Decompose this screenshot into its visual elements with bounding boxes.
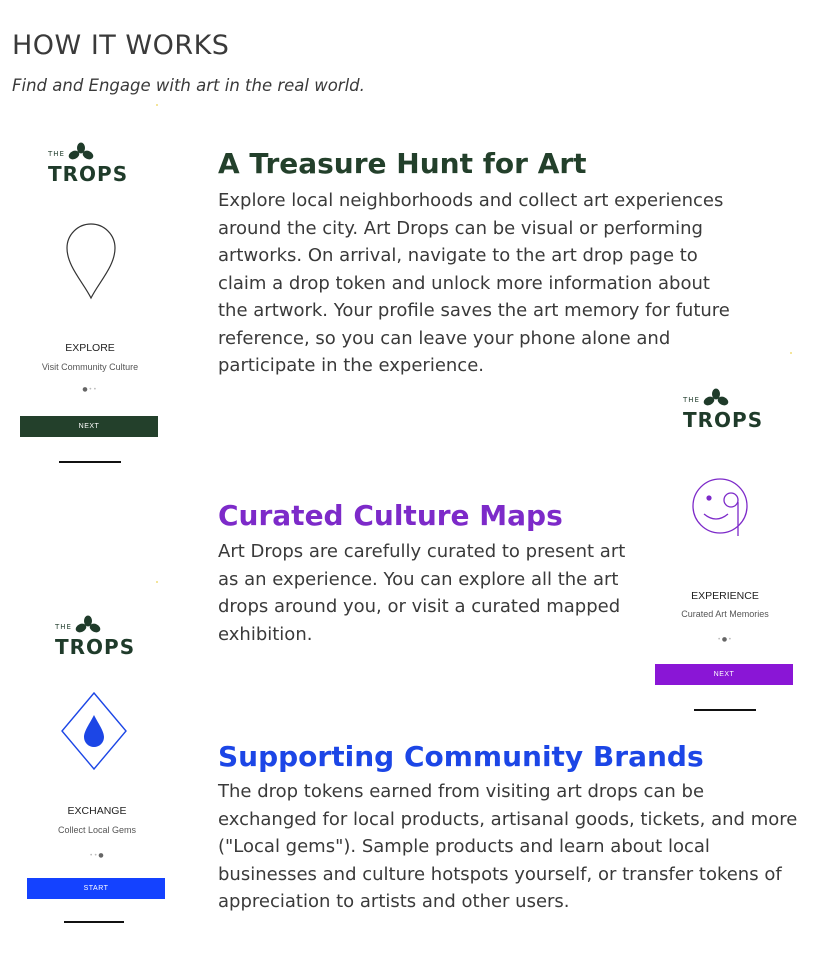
section-body-culture-maps: Art Drops are carefully curated to present art as an experience. You can explore all the art drops around you, or visit a curated mapped exhibition.: [218, 541, 626, 645]
next-button[interactable]: NEXT: [655, 664, 793, 685]
card-subtitle: Collect Local Gems: [57, 825, 137, 835]
face-icon: [690, 476, 760, 538]
logo-the-text: THE: [683, 396, 700, 404]
decorative-speck: [790, 352, 792, 354]
section-body-community-brands: The drop tokens earned from visiting art drops can be exchanged for local products, artisanal goods, tickets, and more ("Local gems"). Sample products and learn about local businesses and culture hotspots yourself, or transfer tokens of appreciation to artists and other users.: [218, 781, 798, 912]
logo-word: TROPS: [683, 408, 764, 432]
home-indicator: [59, 461, 121, 463]
section-body-treasure-hunt: Explore local neighborhoods and collect art experiences around the city. Art Drops can be visual or performing artworks. On arrival, navigate to the art drop page to claim a drop token and unlock more information about the artwork. Your profile saves the art memory for future reference, so you can leave your phone alone and participate in the experience.: [218, 190, 730, 376]
section-title-community-brands: Supporting Community Brands: [218, 740, 704, 773]
decorative-speck: [156, 581, 158, 583]
onboarding-card-explore: [20, 142, 160, 472]
home-indicator: [64, 921, 124, 923]
card-subtitle: Visit Community Culture: [41, 362, 139, 372]
map-pin-icon: [65, 222, 117, 300]
next-button[interactable]: NEXT: [20, 416, 158, 437]
trops-logo: [683, 388, 767, 432]
card-label: EXPERIENCE: [691, 590, 759, 602]
home-indicator: [694, 709, 756, 711]
trops-logo: [48, 142, 132, 186]
logo-word: TROPS: [48, 162, 129, 186]
decorative-speck: [156, 104, 158, 106]
logo-the-text: THE: [48, 150, 65, 158]
leaves-icon: [68, 142, 94, 162]
logo-word: TROPS: [55, 635, 136, 659]
card-label: EXPLORE: [65, 342, 115, 354]
page-title: HOW IT WORKS: [12, 30, 230, 61]
start-button[interactable]: START: [27, 878, 165, 899]
leaves-icon: [75, 615, 101, 635]
card-label: EXCHANGE: [67, 805, 127, 817]
onboarding-card-experience: [655, 388, 795, 718]
leaves-icon: [703, 388, 729, 408]
drop-diamond-icon: [59, 691, 129, 771]
page-subtitle: Find and Engage with art in the real world.: [12, 76, 365, 95]
section-title-treasure-hunt: A Treasure Hunt for Art: [218, 147, 587, 180]
pagination-dots: •●•: [717, 636, 733, 643]
card-subtitle: Curated Art Memories: [681, 609, 769, 619]
pagination-dots: ••●: [89, 852, 105, 859]
trops-logo: [55, 615, 139, 659]
pagination-dots: ●••: [82, 386, 98, 393]
onboarding-card-exchange: [27, 615, 167, 930]
logo-the-text: THE: [55, 623, 72, 631]
section-title-culture-maps: Curated Culture Maps: [218, 499, 563, 532]
